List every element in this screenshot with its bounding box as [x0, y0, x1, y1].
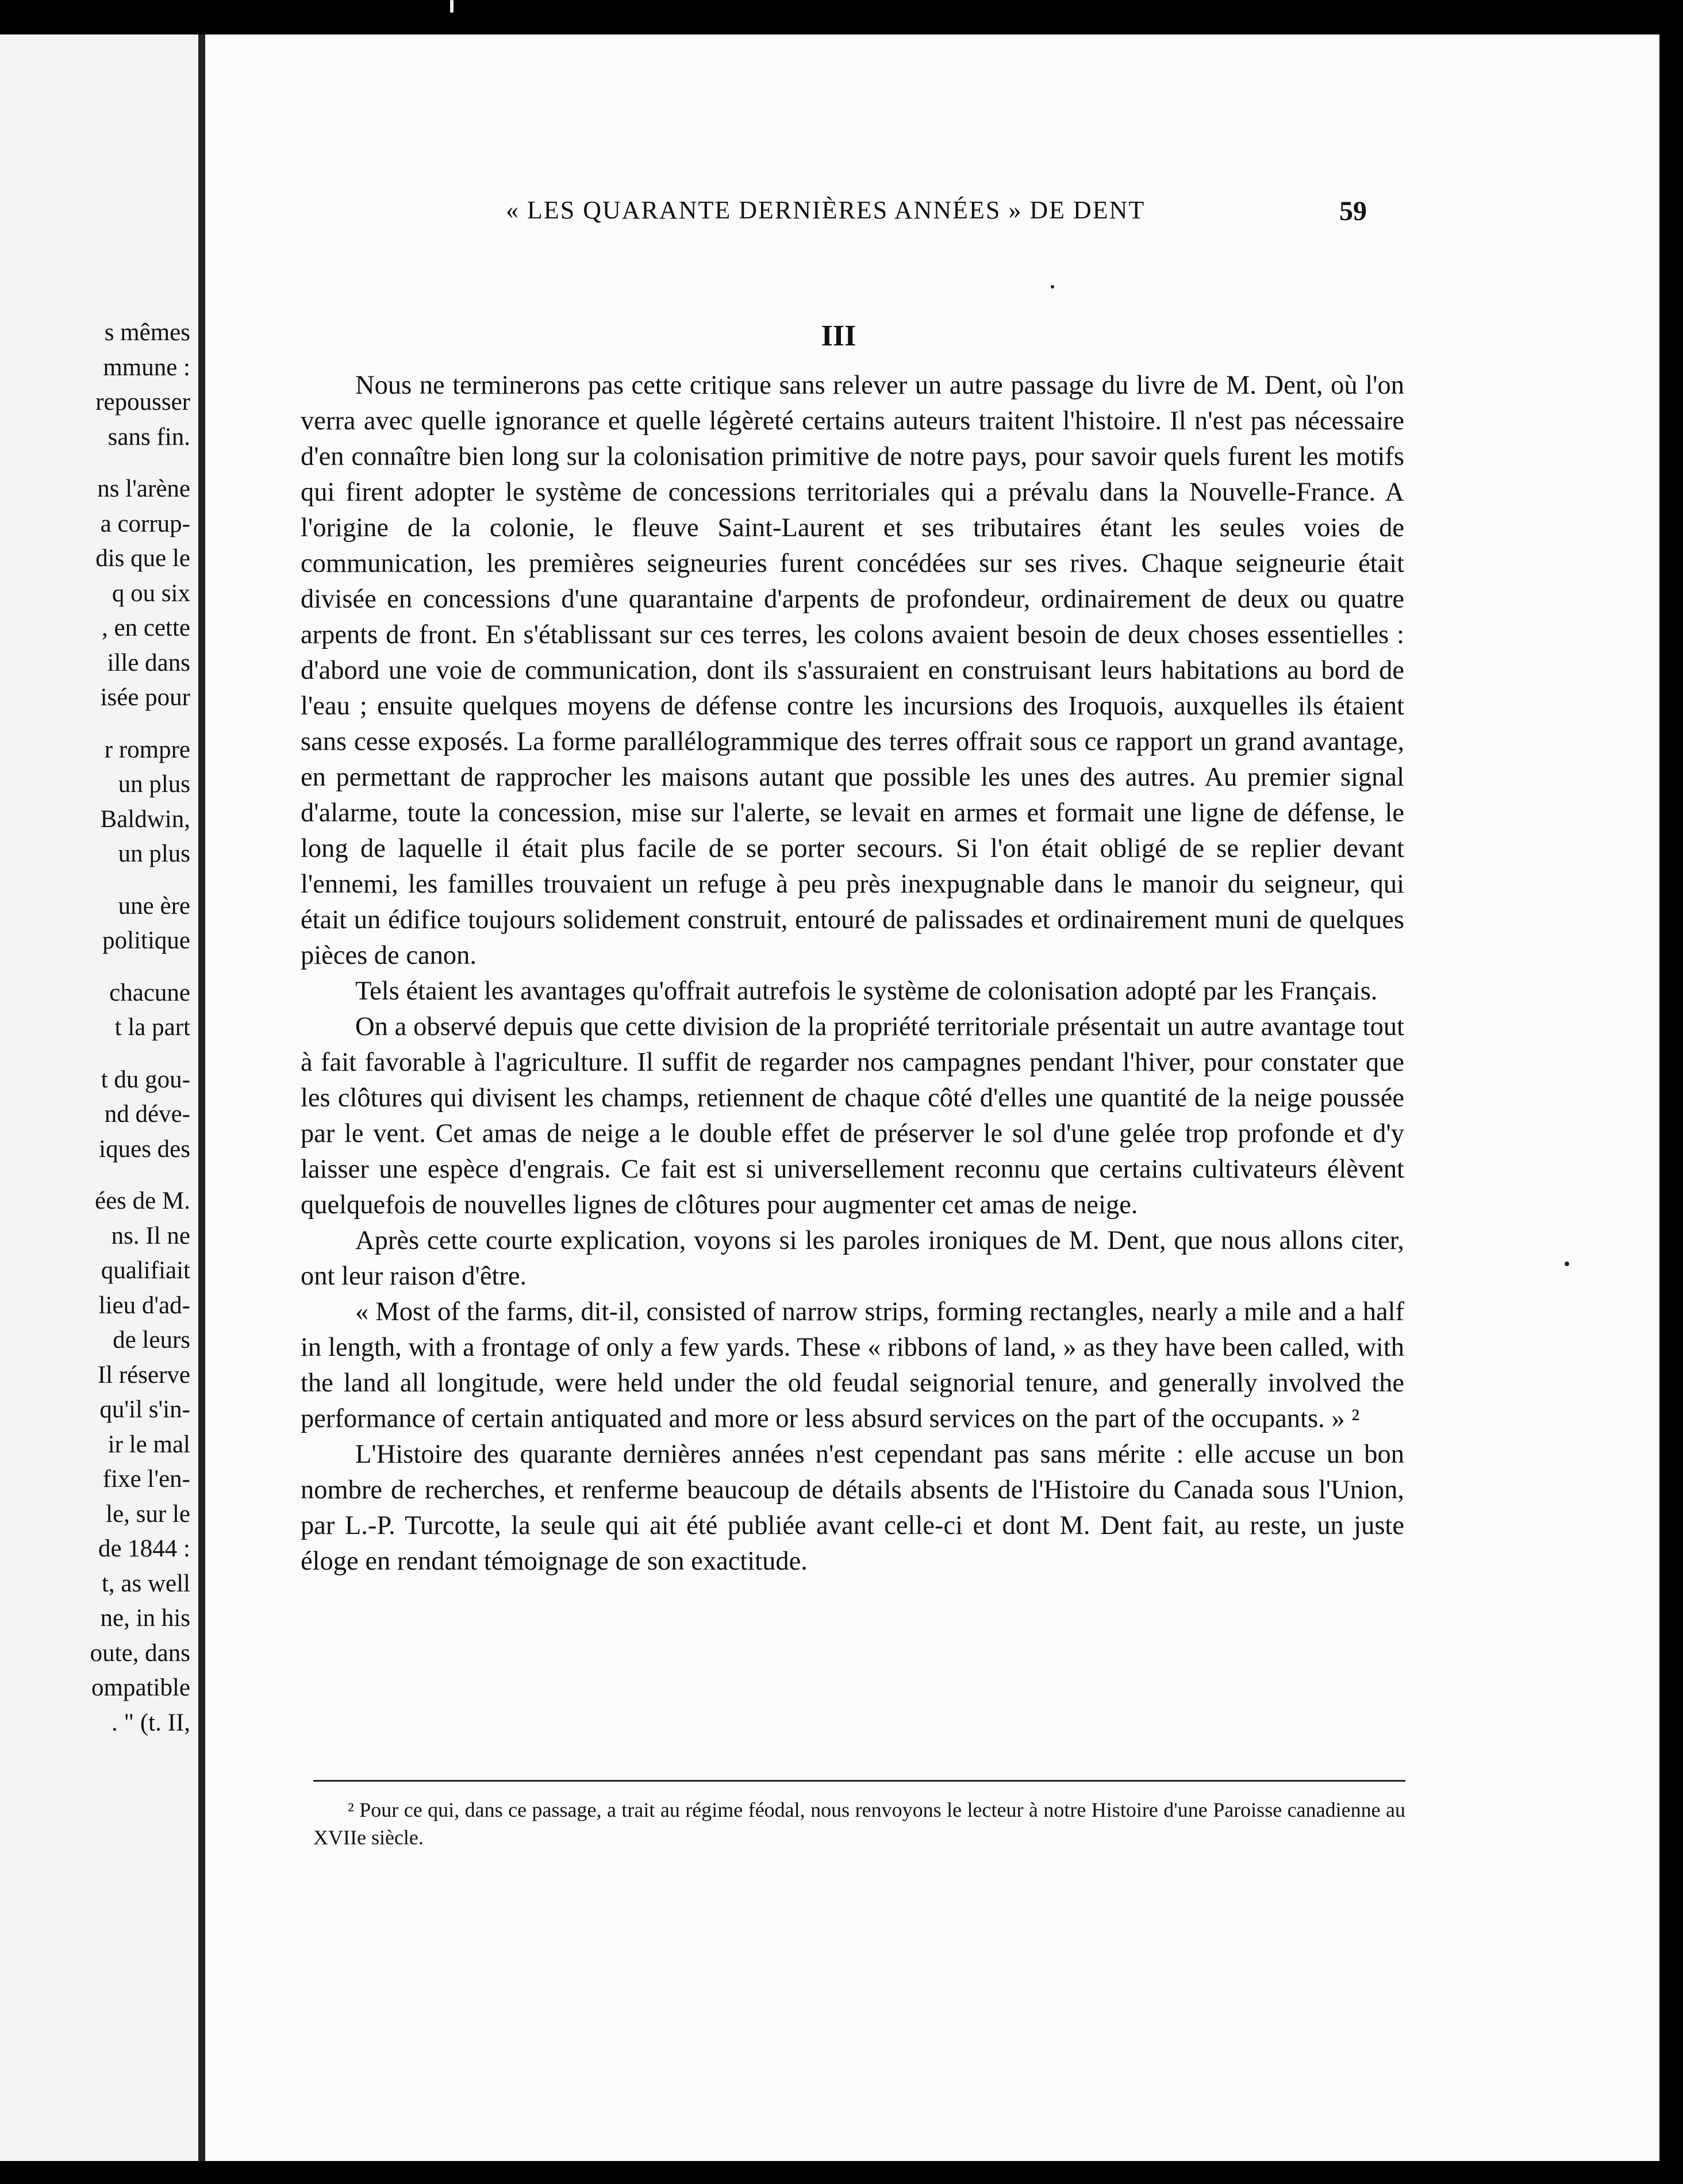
- scan-speck: [1051, 285, 1054, 289]
- paragraph: Tels étaient les avantages qu'offrait autrefois le système de colonisation adopté par les Français.: [355, 976, 1378, 1006]
- left-page-line: politique: [102, 927, 190, 954]
- quote-paragraph: « Most of the farms, dit-il, consisted of narrow strips, forming rectangles, nearly a mile and a half in length, with a frontage of only a few yards. These « ribbons of land, » as they have been called, with the land all longitude, were held under the old feudal seignorial tenure, and generally involved the performance of certain antiquated and more or less absurd services on the part of the occupants. » ²: [301, 1297, 1404, 1433]
- left-page-line: de leurs: [113, 1326, 190, 1354]
- left-page-line: t du gou-: [101, 1066, 190, 1093]
- left-page-line: ne, in his: [100, 1605, 190, 1632]
- left-page-line: r rompre: [104, 736, 190, 763]
- left-page-line: t la part: [114, 1014, 190, 1041]
- left-page-line: q ou six: [112, 579, 190, 607]
- left-page-line: ées de M.: [95, 1187, 190, 1214]
- footnote-rule: [313, 1780, 1405, 1782]
- left-page-line: ns l'arène: [97, 475, 190, 502]
- left-page-line: Baldwin,: [100, 805, 190, 833]
- section-number: III: [821, 320, 856, 352]
- left-page-line: isée pour: [100, 684, 190, 711]
- left-page-line: a corrup-: [100, 510, 190, 537]
- running-head: « LES QUARANTE DERNIÈRES ANNÉES » DE DENT: [506, 196, 1146, 224]
- main-text: [301, 368, 1404, 1579]
- left-page-line: ir le mal: [107, 1431, 190, 1458]
- left-page-line: ille dans: [107, 649, 190, 676]
- left-page-line: un plus: [118, 771, 190, 798]
- footnote: ² Pour ce qui, dans ce passage, a trait au régime féodal, nous renvoyons le lecteur à notre Histoire d'une Paroisse canadienne au XVIIe siècle.: [313, 1798, 1405, 1849]
- left-page-line: sans fin.: [107, 423, 190, 451]
- left-page-line: , en cette: [102, 614, 190, 641]
- left-page-line: mmune :: [103, 353, 190, 381]
- left-page-line: qu'il s'in-: [99, 1396, 190, 1423]
- section-heading: [0, 319, 1683, 353]
- left-page-line: ns. Il ne: [111, 1222, 190, 1249]
- left-page-line: iques des: [99, 1135, 190, 1163]
- left-page-line: repousser: [95, 389, 190, 416]
- gutter-divider: [198, 34, 205, 2161]
- left-page-edge: [0, 34, 198, 2161]
- left-page-line: ompatible: [91, 1674, 190, 1701]
- left-page-line: . " (t. II,: [112, 1709, 190, 1736]
- paragraph: L'Histoire des quarante dernières années n'est cependant pas sans mérite : elle accuse un bon nombre de recherches, et renferme beaucoup de détails absents de l'Histoire du Canada sous l'Union, par L.-P. Turcotte, la seule qui ait été publiée avant celle-ci et dont M. Dent fait, au reste, un juste éloge en rendant témoignage de son exactitude.: [301, 1440, 1404, 1576]
- left-page-line: fixe l'en-: [102, 1466, 190, 1493]
- left-page-line: oute, dans: [90, 1639, 190, 1667]
- left-page-line: Il réserve: [97, 1361, 190, 1389]
- left-page-line: s mêmes: [104, 319, 190, 346]
- left-page-line: dis que le: [95, 545, 190, 572]
- left-page-line: chacune: [109, 979, 190, 1006]
- left-page-line: le, sur le: [106, 1500, 190, 1528]
- left-page-line: nd déve-: [104, 1101, 190, 1128]
- page-number: 59: [1339, 196, 1367, 226]
- left-page-line: qualifiait: [101, 1257, 190, 1284]
- left-page-line: lieu d'ad-: [98, 1291, 190, 1319]
- page-header: [506, 195, 1402, 230]
- paragraph: On a observé depuis que cette division de la propriété territoriale présentait un autre avantage tout à fait favorable à l'agriculture. Il suffit de regarder nos campagnes pendant l'hiver, pour constater que les clôtures qui divisent les champs, retiennent de chaque côté d'elles une quantité de la neige poussée par le vent. Cet amas de neige a le double effet de préserver le sol d'une gelée trop profonde et d'y laisser une espèce d'engrais. Ce fait est si universellement reconnu que certains cultivateurs élèvent quelquefois de nouvelles lignes de clôtures pour augmenter cet amas de neige.: [301, 1012, 1404, 1220]
- left-page-line: une ère: [118, 892, 190, 920]
- paragraph: Nous ne terminerons pas cette critique sans relever un autre passage du livre de M. Dent, où l'on verra avec quelle ignorance et quelle légèreté certains auteurs traitent l'histoire. Il n'est pas nécessaire d'en connaître bien long sur la colonisation primitive de notre pays, pour savoir quels furent les motifs qui firent adopter le système de concessions territoriales qui a prévalu dans la Nouvelle-France. A l'origine de la colonie, le fleuve Saint-Laurent et ses tributaires étant les seules voies de communication, les premières seigneuries furent concédées sur ses rives. Chaque seigneurie était divisée en concessions d'une quarantaine d'arpents de profondeur, ordinairement de deux ou quatre arpents de front. En s'établissant sur ces terres, les colons avaient besoin de deux choses essentielles : d'abord une voie de communication, dont ils s'assuraient en construisant leurs habitations au bord de l'eau ; ensuite quelques moyens de défense contre les incursions des Iroquois, auxquelles ils étaient sans cesse exposés. La forme parallélogrammique des terres offrait sous ce rapport un grand avantage, en permettant de rapprocher les maisons autant que possible les unes des autres. Au premier signal d'alarme, toute la concession, mise sur l'alerte, se levait en armes et formait une ligne de défense, le long de laquelle il était plus facile de se porter secours. Si l'on était obligé de se replier devant l'ennemi, les familles trouvaient un refuge à peu près inexpugnable dans le manoir du seigneur, qui était un édifice toujours solidement construit, entouré de palissades et ordinairement muni de quelques pièces de canon.: [301, 371, 1404, 970]
- left-page-line: de 1844 :: [98, 1535, 190, 1562]
- scan-speck: [1565, 1262, 1569, 1266]
- scan-speck: [450, 0, 454, 13]
- left-page-line: un plus: [118, 840, 190, 867]
- paragraph: Après cette courte explication, voyons si les paroles ironiques de M. Dent, que nous allons citer, ont leur raison d'être.: [301, 1226, 1404, 1291]
- left-page-line: t, as well: [101, 1570, 190, 1597]
